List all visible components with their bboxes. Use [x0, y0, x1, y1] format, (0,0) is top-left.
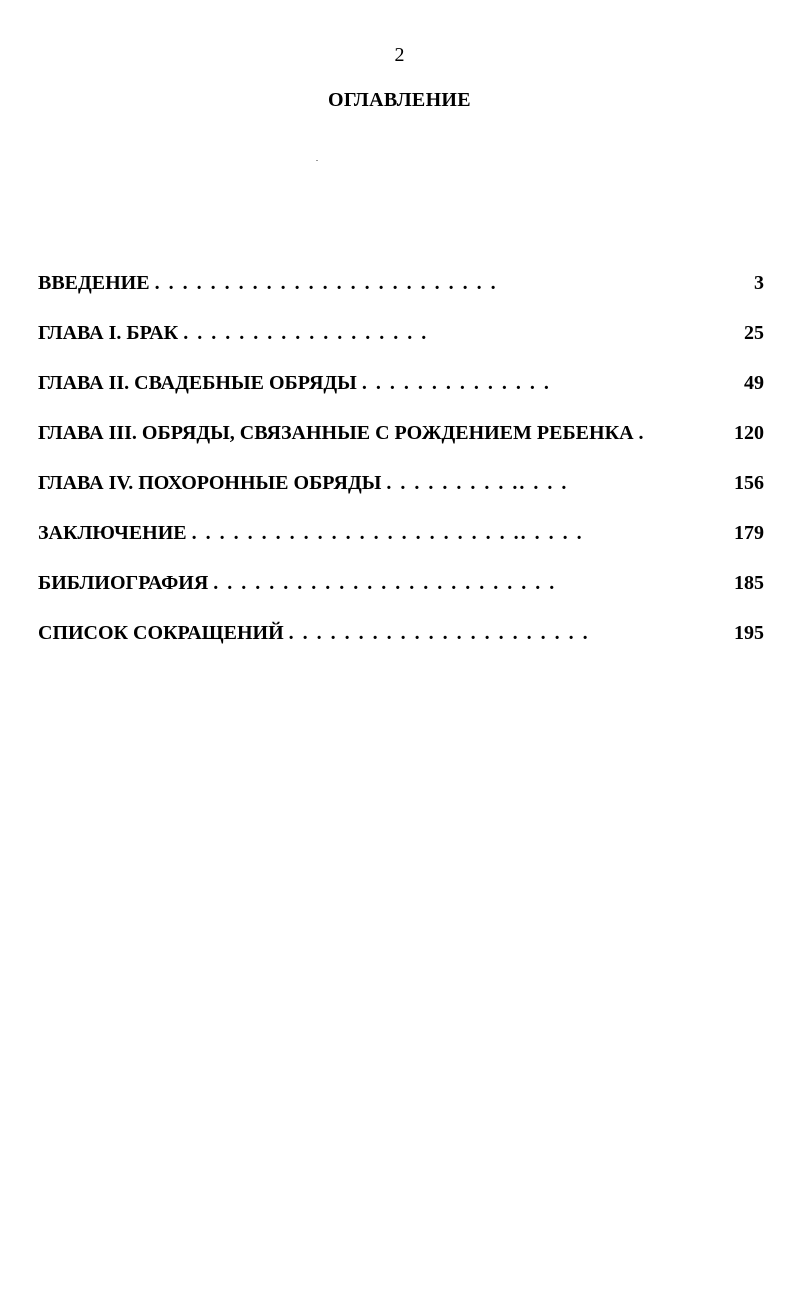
toc-page-number: 3 [754, 272, 764, 294]
toc-entry-label: СПИСОК СОКРАЩЕНИЙ [38, 622, 284, 644]
page-title: ОГЛАВЛЕНИЕ [328, 89, 471, 111]
toc-entry-label: ГЛАВА III. ОБРЯДЫ, СВЯЗАННЫЕ С РОЖДЕНИЕМ РЕБЕНКА [38, 422, 634, 444]
table-of-contents [38, 270, 764, 670]
toc-page-number: 156 [734, 472, 764, 494]
toc-entry-label: ГЛАВА IV. ПОХОРОННЫЕ ОБРЯДЫ [38, 472, 382, 494]
toc-entry-label: ГЛАВА I. БРАК [38, 322, 179, 344]
toc-leader-dots: . . . . . . . . . . . . . . . . . . . . . . . .. . . . . [191, 522, 584, 544]
toc-entry-abbreviations[interactable] [38, 620, 764, 670]
toc-page-number: 25 [744, 322, 764, 344]
toc-page-number: 49 [744, 372, 764, 394]
toc-entry-label: ВВЕДЕНИЕ [38, 272, 150, 294]
toc-page-number: 179 [734, 522, 764, 544]
toc-page-number: 195 [734, 622, 764, 644]
scan-speck [316, 160, 318, 161]
toc-leader-dots: . . . . . . . . . .. . . . [386, 472, 569, 494]
toc-entry-conclusion[interactable] [38, 520, 764, 570]
toc-leader-dots: . [638, 422, 646, 444]
toc-leader-dots: . . . . . . . . . . . . . . . . . . . . . . [288, 622, 590, 644]
toc-entry-bibliography[interactable] [38, 570, 764, 620]
page-number: 2 [394, 44, 405, 66]
toc-leader-dots: . . . . . . . . . . . . . . [361, 372, 551, 394]
toc-entry-label: БИБЛИОГРАФИЯ [38, 572, 209, 594]
toc-entry-label: ГЛАВА II. СВАДЕБНЫЕ ОБРЯДЫ [38, 372, 357, 394]
toc-leader-dots: . . . . . . . . . . . . . . . . . . [183, 322, 429, 344]
toc-entry-label: ЗАКЛЮЧЕНИЕ [38, 522, 187, 544]
toc-entry-chapter-4[interactable] [38, 470, 764, 520]
toc-leader-dots: . . . . . . . . . . . . . . . . . . . . . . . . . [213, 572, 557, 594]
toc-entry-chapter-2[interactable] [38, 370, 764, 420]
toc-entry-introduction[interactable] [38, 270, 764, 320]
toc-page-number: 185 [734, 572, 764, 594]
toc-page-number: 120 [734, 422, 764, 444]
toc-entry-chapter-3[interactable] [38, 420, 764, 470]
toc-leader-dots: . . . . . . . . . . . . . . . . . . . . . . . . . [154, 272, 498, 294]
toc-entry-chapter-1[interactable] [38, 320, 764, 370]
